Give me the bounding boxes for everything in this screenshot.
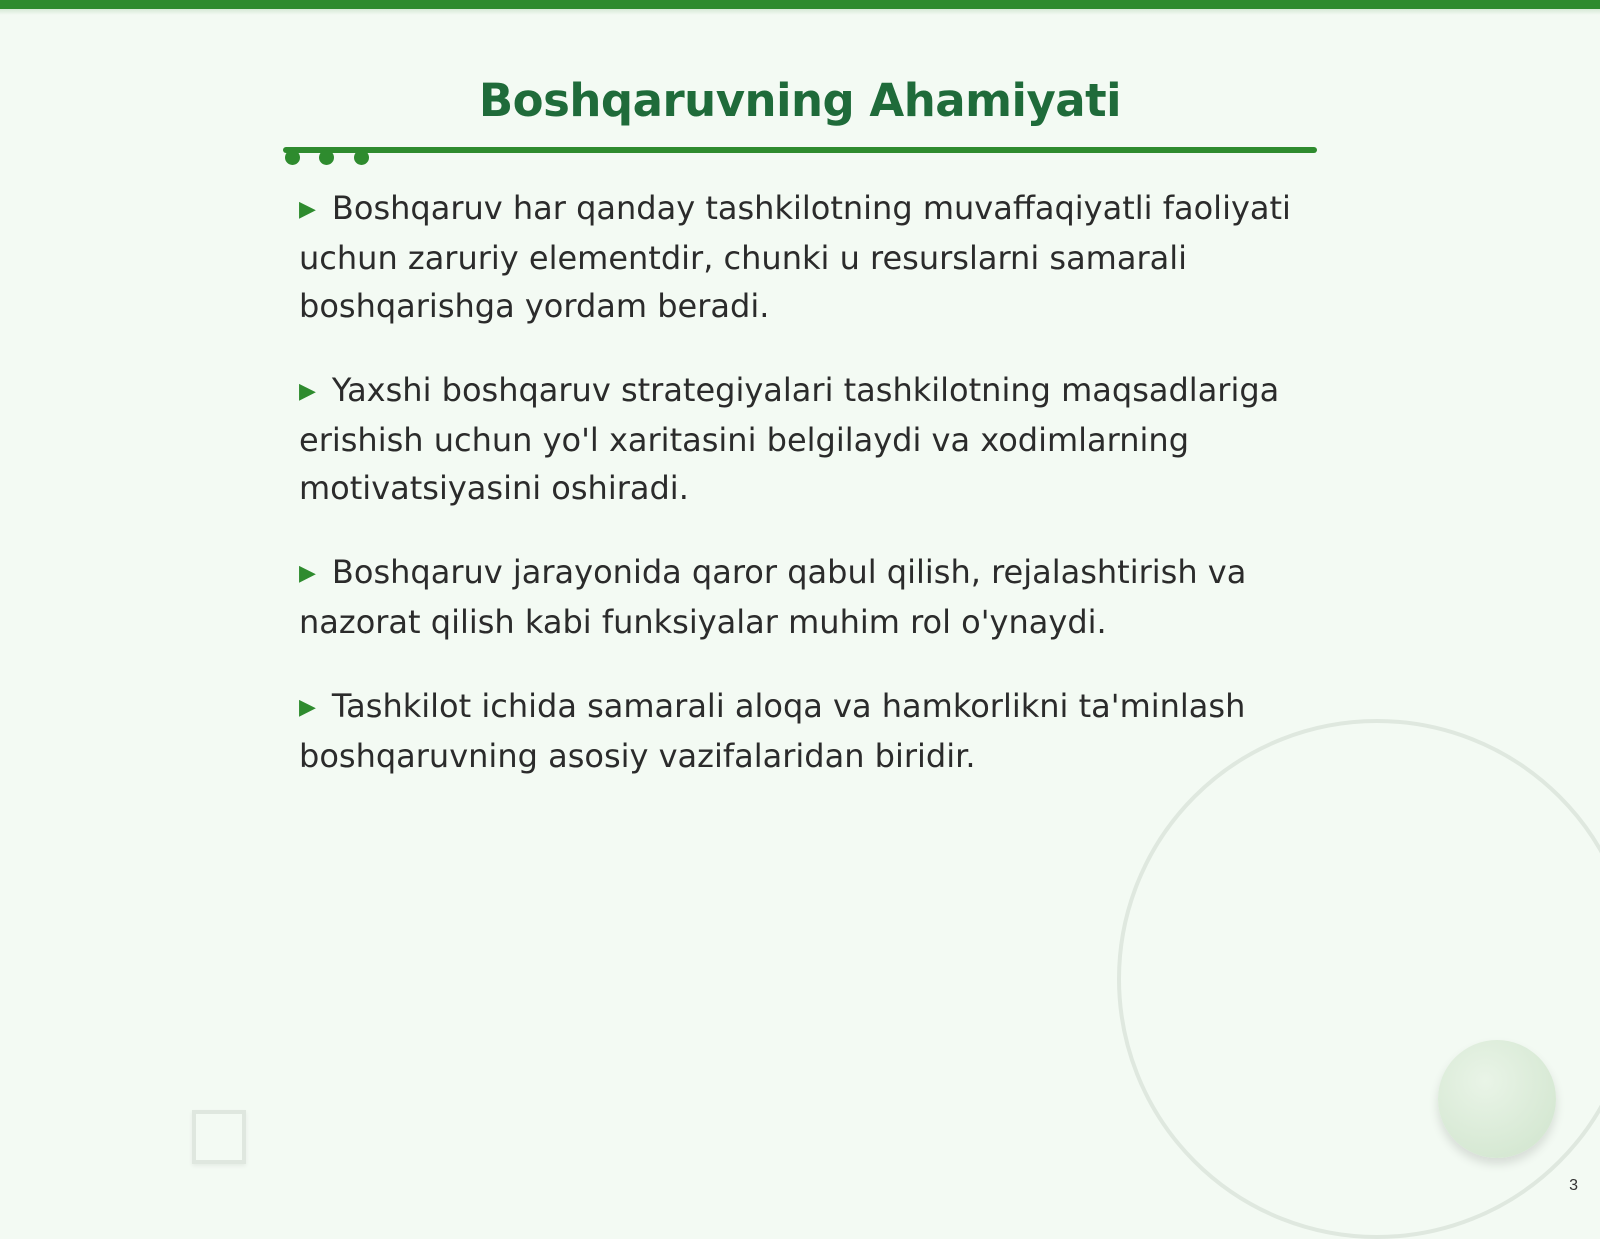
triangle-right-icon: ▶ bbox=[299, 561, 316, 586]
bullet-item bbox=[299, 366, 1319, 512]
top-accent-shadow bbox=[0, 9, 1600, 15]
underline-dot bbox=[354, 150, 369, 165]
slide-title: Boshqaruvning Ahamiyati bbox=[478, 74, 1122, 127]
decorative-ring bbox=[1117, 719, 1600, 1239]
underline-dot bbox=[319, 150, 334, 165]
bullet-item bbox=[299, 548, 1319, 646]
triangle-right-icon: ▶ bbox=[299, 379, 316, 404]
bullet-text: Boshqaruv jarayonida qaror qabul qilish, rejalashtirish va nazorat qilish kabi funksiyalar muhim rol o'ynaydi. bbox=[299, 553, 1247, 641]
decorative-circle bbox=[1438, 1040, 1556, 1158]
bullet-text: Boshqaruv har qanday tashkilotning muvaffaqiyatli faoliyati uchun zaruriy elementdir, chunki u resurslarni samarali boshqarishga yordam beradi. bbox=[299, 189, 1291, 325]
title-underline bbox=[283, 147, 1317, 153]
top-accent-bar bbox=[0, 0, 1600, 9]
decorative-square bbox=[192, 1110, 246, 1164]
bullet-list bbox=[299, 184, 1319, 816]
bullet-text: Tashkilot ichida samarali aloqa va hamkorlikni ta'minlash boshqaruvning asosiy vazifalaridan biridir. bbox=[299, 687, 1246, 775]
bullet-item bbox=[299, 682, 1319, 780]
page-number: 3 bbox=[1569, 1177, 1578, 1194]
triangle-right-icon: ▶ bbox=[299, 695, 316, 720]
bullet-text: Yaxshi boshqaruv strategiyalari tashkilotning maqsadlariga erishish uchun yo'l xaritasini belgilaydi va xodimlarning motivatsiyasini oshiradi. bbox=[299, 371, 1280, 507]
triangle-right-icon: ▶ bbox=[299, 197, 316, 222]
bullet-item bbox=[299, 184, 1319, 330]
underline-dot bbox=[285, 150, 300, 165]
